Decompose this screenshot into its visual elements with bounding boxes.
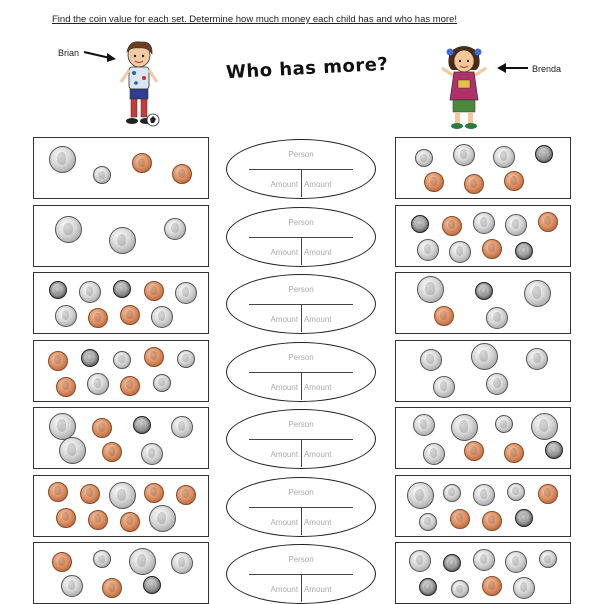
dime-coin-icon	[411, 215, 429, 233]
nickel-coin-icon	[175, 282, 197, 304]
nickel-coin-icon	[473, 549, 495, 571]
dime-coin-icon	[113, 351, 131, 369]
nickel-coin-icon	[453, 144, 475, 166]
brian-coin-set-4	[33, 340, 209, 402]
dime-coin-icon	[81, 349, 99, 367]
divider-line	[301, 237, 302, 265]
brian-coin-set-6	[33, 475, 209, 537]
nickel-coin-icon	[61, 575, 83, 597]
quarter-coin-icon	[149, 505, 176, 532]
penny-coin-icon	[504, 171, 524, 191]
brenda-coin-set-3	[395, 272, 571, 334]
penny-coin-icon	[88, 308, 108, 328]
penny-coin-icon	[538, 212, 558, 232]
dime-coin-icon	[507, 483, 525, 501]
brenda-girl-illustration	[436, 44, 492, 132]
penny-coin-icon	[424, 172, 444, 192]
person-placeholder: Person	[288, 150, 314, 159]
divider-line	[301, 169, 302, 197]
dime-coin-icon	[535, 145, 553, 163]
amount-right-placeholder: Amount	[303, 585, 332, 594]
amount-left-placeholder: Amount	[270, 180, 299, 189]
brenda-arrow	[496, 62, 530, 74]
person-placeholder: Person	[288, 285, 314, 294]
brenda-coin-set-2	[395, 205, 571, 267]
nickel-coin-icon	[493, 146, 515, 168]
divider-line	[301, 574, 302, 602]
quarter-coin-icon	[417, 276, 444, 303]
amount-left-placeholder: Amount	[270, 450, 299, 459]
penny-coin-icon	[172, 164, 192, 184]
person-placeholder: Person	[288, 420, 314, 429]
dime-coin-icon	[495, 415, 513, 433]
person-placeholder: Person	[288, 487, 314, 497]
brenda-coin-set-7	[395, 542, 571, 604]
penny-coin-icon	[144, 281, 164, 301]
penny-coin-icon	[56, 377, 76, 397]
penny-coin-icon	[538, 484, 558, 504]
quarter-coin-icon	[129, 548, 156, 575]
penny-coin-icon	[120, 512, 140, 532]
dime-coin-icon	[93, 166, 111, 184]
amount-right-placeholder: Amount	[303, 517, 332, 527]
quarter-coin-icon	[109, 227, 136, 254]
amount-left-placeholder: Amount	[270, 517, 299, 527]
amount-right-placeholder: Amount	[303, 315, 332, 324]
comparison-oval-7	[226, 544, 376, 604]
penny-coin-icon	[88, 510, 108, 530]
nickel-coin-icon	[171, 416, 193, 438]
penny-coin-icon	[464, 441, 484, 461]
brian-coin-set-1	[33, 137, 209, 199]
penny-coin-icon	[442, 216, 462, 236]
amount-right-placeholder: Amount	[303, 450, 332, 459]
dime-coin-icon	[451, 580, 469, 598]
penny-coin-icon	[102, 442, 122, 462]
nickel-coin-icon	[413, 414, 435, 436]
nickel-coin-icon	[433, 376, 455, 398]
quarter-coin-icon	[451, 414, 478, 441]
divider-line	[301, 507, 302, 535]
quarter-coin-icon	[407, 482, 434, 509]
divider-line	[301, 304, 302, 332]
penny-coin-icon	[92, 418, 112, 438]
dime-coin-icon	[475, 282, 493, 300]
dime-coin-icon	[515, 242, 533, 260]
penny-coin-icon	[48, 482, 68, 502]
brenda-coin-set-6	[395, 475, 571, 537]
nickel-coin-icon	[417, 239, 439, 261]
penny-coin-icon	[482, 511, 502, 531]
dime-coin-icon	[419, 578, 437, 596]
penny-coin-icon	[482, 576, 502, 596]
comparison-oval-3	[226, 274, 376, 334]
penny-coin-icon	[132, 153, 152, 173]
penny-coin-icon	[504, 443, 524, 463]
nickel-coin-icon	[473, 484, 495, 506]
penny-coin-icon	[176, 485, 196, 505]
nickel-coin-icon	[409, 550, 431, 572]
penny-coin-icon	[482, 239, 502, 259]
brian-coin-set-5	[33, 407, 209, 469]
brenda-coin-set-5	[395, 407, 571, 469]
comparison-oval-1	[226, 139, 376, 199]
dime-coin-icon	[143, 576, 161, 594]
nickel-coin-icon	[55, 305, 77, 327]
brian-arrow	[82, 48, 118, 62]
penny-coin-icon	[102, 578, 122, 598]
dime-coin-icon	[419, 513, 437, 531]
dime-coin-icon	[443, 484, 461, 502]
brenda-coin-set-4	[395, 340, 571, 402]
quarter-coin-icon	[55, 216, 82, 243]
person-placeholder: Person	[288, 217, 314, 227]
dime-coin-icon	[415, 149, 433, 167]
quarter-coin-icon	[531, 413, 558, 440]
person-placeholder: Person	[288, 352, 314, 362]
brenda-coin-set-1	[395, 137, 571, 199]
brian-coin-set-7	[33, 542, 209, 604]
divider-line	[301, 439, 302, 467]
dime-coin-icon	[515, 509, 533, 527]
nickel-coin-icon	[505, 551, 527, 573]
dime-coin-icon	[93, 550, 111, 568]
nickel-coin-icon	[87, 373, 109, 395]
penny-coin-icon	[56, 508, 76, 528]
dime-coin-icon	[153, 374, 171, 392]
quarter-coin-icon	[524, 280, 551, 307]
nickel-coin-icon	[526, 348, 548, 370]
penny-coin-icon	[144, 483, 164, 503]
penny-coin-icon	[434, 306, 454, 326]
nickel-coin-icon	[486, 307, 508, 329]
nickel-coin-icon	[505, 214, 527, 236]
amount-right-placeholder: Amount	[303, 180, 332, 189]
penny-coin-icon	[120, 376, 140, 396]
quarter-coin-icon	[109, 482, 136, 509]
dime-coin-icon	[443, 554, 461, 572]
nickel-coin-icon	[449, 241, 471, 263]
brenda-label: Brenda	[532, 64, 562, 74]
nickel-coin-icon	[486, 373, 508, 395]
penny-coin-icon	[144, 347, 164, 367]
nickel-coin-icon	[151, 306, 173, 328]
penny-coin-icon	[464, 174, 484, 194]
comparison-oval-6	[226, 477, 376, 537]
dime-coin-icon	[539, 550, 557, 568]
quarter-coin-icon	[59, 437, 86, 464]
dime-coin-icon	[545, 441, 563, 459]
brian-label: Brian	[58, 48, 80, 58]
nickel-coin-icon	[164, 218, 186, 240]
brian-coin-set-2	[33, 205, 209, 267]
amount-left-placeholder: Amount	[270, 382, 299, 392]
dime-coin-icon	[177, 350, 195, 368]
nickel-coin-icon	[171, 552, 193, 574]
brian-coin-set-3	[33, 272, 209, 334]
brian-boy-illustration	[115, 38, 163, 130]
amount-left-placeholder: Amount	[270, 585, 299, 594]
comparison-oval-5	[226, 409, 376, 469]
worksheet-title: Who has more?	[225, 53, 389, 84]
nickel-coin-icon	[141, 443, 163, 465]
dime-coin-icon	[133, 416, 151, 434]
divider-line	[301, 372, 302, 400]
quarter-coin-icon	[49, 413, 76, 440]
amount-left-placeholder: Amount	[270, 315, 299, 324]
amount-right-placeholder: Amount	[303, 247, 332, 257]
penny-coin-icon	[52, 552, 72, 572]
nickel-coin-icon	[420, 349, 442, 371]
amount-right-placeholder: Amount	[303, 382, 332, 392]
nickel-coin-icon	[423, 443, 445, 465]
penny-coin-icon	[450, 509, 470, 529]
penny-coin-icon	[48, 351, 68, 371]
person-placeholder: Person	[288, 555, 314, 564]
quarter-coin-icon	[471, 343, 498, 370]
nickel-coin-icon	[513, 577, 535, 599]
quarter-coin-icon	[49, 146, 76, 173]
nickel-coin-icon	[79, 281, 101, 303]
penny-coin-icon	[120, 305, 140, 325]
penny-coin-icon	[80, 484, 100, 504]
instructions-text: Find the coin value for each set. Determine how much money each child has and who has more!	[52, 14, 458, 25]
amount-left-placeholder: Amount	[270, 247, 299, 257]
dime-coin-icon	[113, 280, 131, 298]
comparison-oval-2	[226, 207, 376, 267]
comparison-oval-4	[226, 342, 376, 402]
dime-coin-icon	[49, 281, 67, 299]
nickel-coin-icon	[473, 212, 495, 234]
